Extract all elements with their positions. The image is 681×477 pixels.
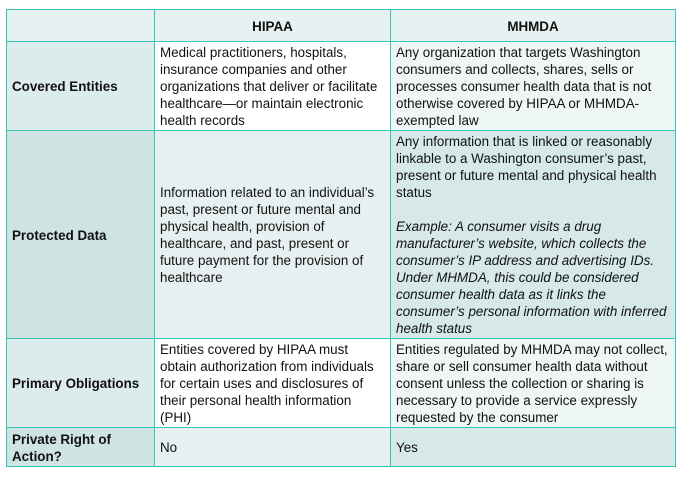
hipaa-covered-entities: Medical practitioners, hospitals, insurance companies and other organizations that deliver or facilitate healthcare—or maintain electronic health records — [155, 42, 391, 131]
row-label-private-right: Private Right of Action? — [7, 428, 155, 467]
comparison-table — [6, 9, 676, 467]
hipaa-protected-data: Information related to an individual’s past, present or future mental and physical health, provision of healthcare, and past, present or future payment for the provision of healthcare — [155, 131, 391, 339]
row-label-covered-entities: Covered Entities — [7, 42, 155, 131]
hipaa-primary-obligations: Entities covered by HIPAA must obtain authorization from individuals for certain uses and disclosures of their personal health information (PHI) — [155, 339, 391, 428]
mhmda-private-right: Yes — [391, 428, 676, 467]
row-label-protected-data: Protected Data — [7, 131, 155, 339]
table-row — [7, 339, 676, 428]
mhmda-covered-entities: Any organization that targets Washington consumers and collects, shares, sells or processes consumer health data that is not otherwise covered by HIPAA or MHMDA-exempted law — [391, 42, 676, 131]
header-mhmda: MHMDA — [391, 10, 676, 42]
header-row — [7, 10, 676, 42]
header-hipaa: HIPAA — [155, 10, 391, 42]
table-row — [7, 42, 676, 131]
mhmda-protected-data-cell — [391, 131, 676, 339]
header-corner-cell — [7, 10, 155, 42]
mhmda-protected-data-example: Example: A consumer visits a drug manufacturer’s website, which collects the consumer’s IP address and advertising IDs. Under MHMDA, this could be considered consumer health data as it links the consumer’s personal information with inferred health status — [396, 219, 667, 336]
table-row — [7, 428, 676, 467]
hipaa-private-right: No — [155, 428, 391, 467]
mhmda-primary-obligations: Entities regulated by MHMDA may not collect, share or sell consumer health data without consent unless the collection or sharing is necessary to provide a service expressly requested by the consumer — [391, 339, 676, 428]
row-label-primary-obligations: Primary Obligations — [7, 339, 155, 428]
mhmda-protected-data: Any information that is linked or reasonably linkable to a Washington consumer’s past, present or future mental and physical health status — [396, 134, 657, 200]
table-row — [7, 131, 676, 339]
paragraph-gap — [396, 201, 670, 218]
